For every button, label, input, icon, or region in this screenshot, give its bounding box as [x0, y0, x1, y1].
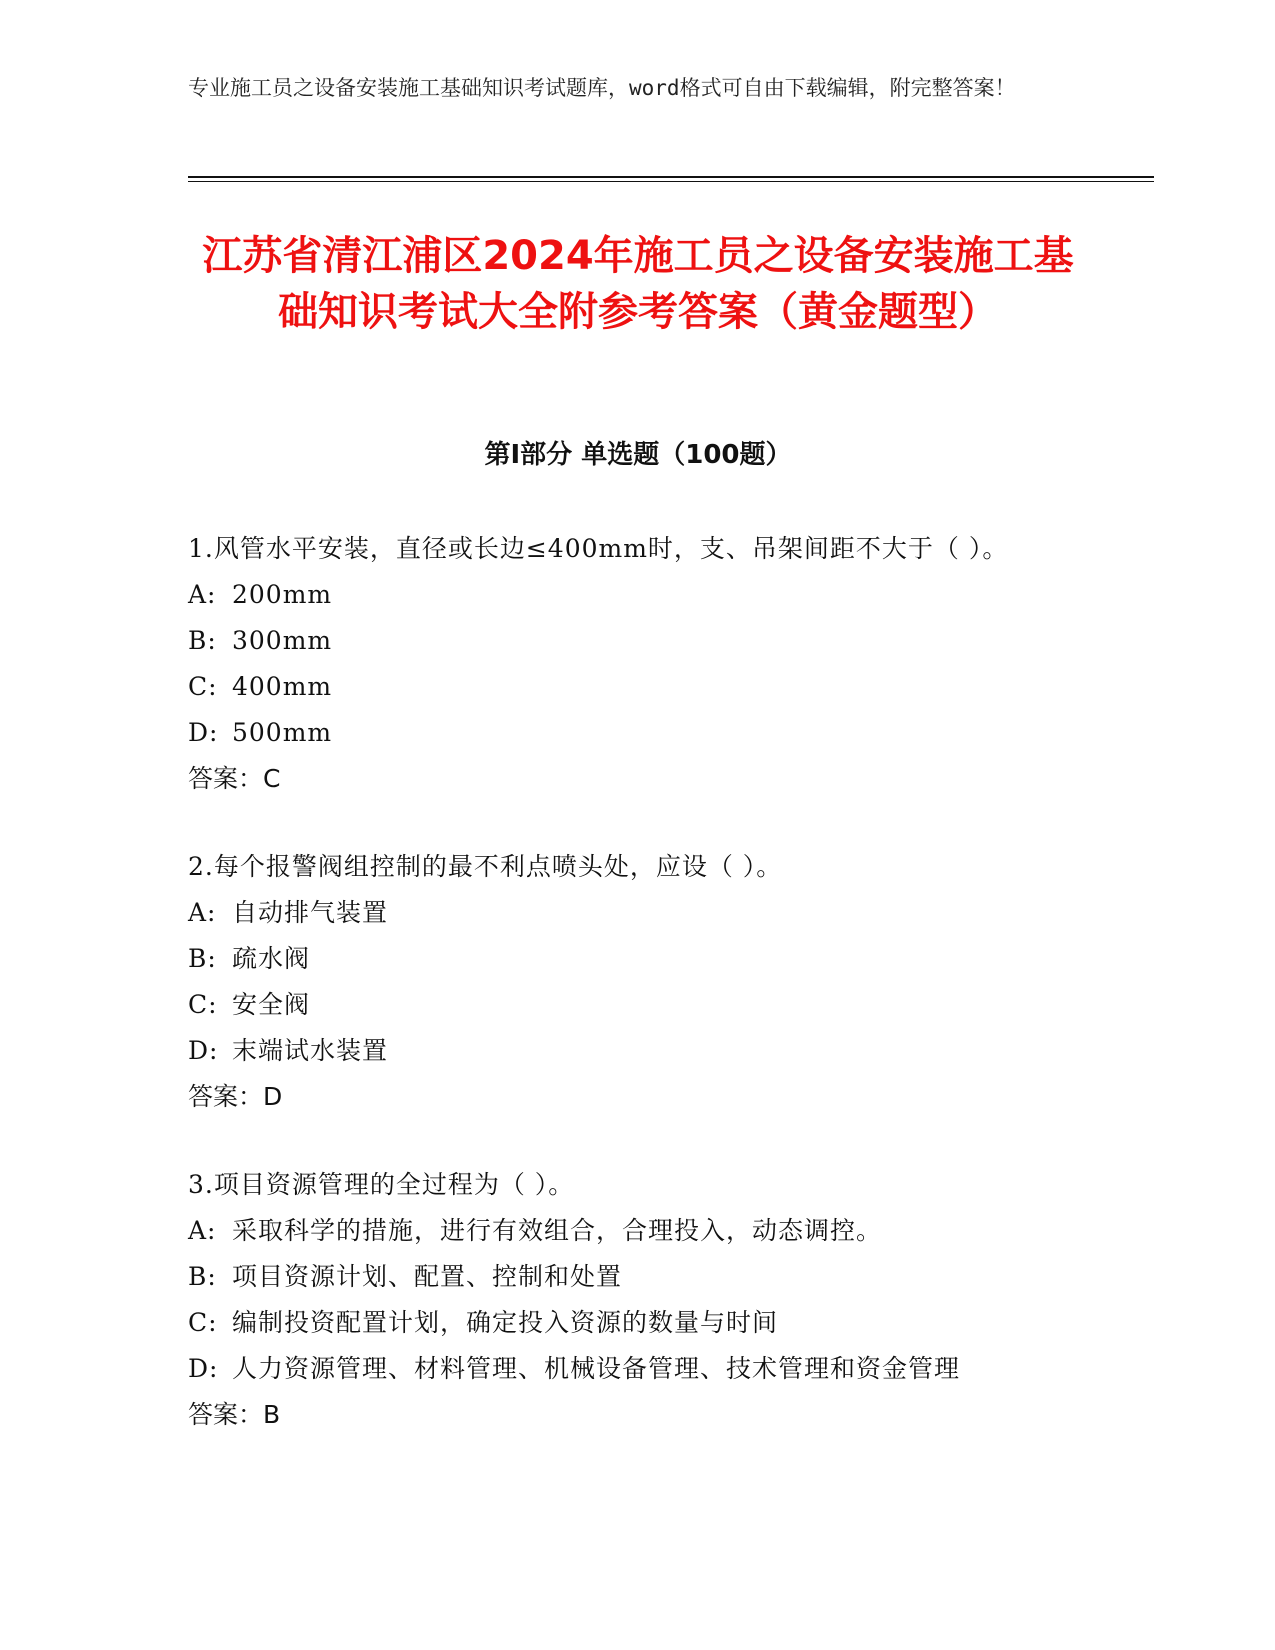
option-text: 末端试水装置: [232, 1036, 389, 1065]
header-divider-bottom: [188, 181, 1154, 182]
option-d: [188, 1028, 1088, 1074]
option-letter: A:: [188, 1216, 217, 1245]
option-text: 200mm: [232, 580, 333, 609]
question-2: [188, 844, 1088, 1120]
option-letter: D:: [188, 1036, 219, 1065]
option-letter: D:: [188, 1354, 219, 1383]
question-stem: 2.每个报警阀组控制的最不利点喷头处，应设（ ）。: [188, 852, 783, 881]
option-a: [188, 890, 1088, 936]
option-text: 编制投资配置计划，确定投入资源的数量与时间: [232, 1308, 779, 1337]
option-b: [188, 618, 1088, 664]
option-text: 自动排气装置: [232, 898, 389, 927]
option-letter: B:: [188, 944, 217, 973]
option-d: [188, 1346, 1088, 1392]
option-text: 安全阀: [232, 990, 311, 1019]
option-text: 采取科学的措施，进行有效组合，合理投入，动态调控。: [232, 1216, 883, 1245]
option-c: [188, 664, 1088, 710]
option-c: [188, 1300, 1088, 1346]
question-stem: 1.风管水平安装，直径或长边≤400mm时，支、吊架间距不大于（ ）。: [188, 534, 1009, 563]
question-stem: 3.项目资源管理的全过程为（ ）。: [188, 1170, 575, 1199]
option-letter: C:: [188, 1308, 218, 1337]
option-text: 400mm: [232, 672, 333, 701]
option-letter: B:: [188, 626, 217, 655]
option-text: 500mm: [232, 718, 333, 747]
header-note: 专业施工员之设备安装施工基础知识考试题库，word格式可自由下载编辑，附完整答案！: [188, 76, 1016, 100]
header-divider-top: [188, 176, 1154, 178]
option-b: [188, 936, 1088, 982]
option-a: [188, 572, 1088, 618]
question-list: [188, 526, 1088, 1480]
option-a: [188, 1208, 1088, 1254]
answer-line: 答案：B: [188, 1400, 281, 1429]
option-letter: D:: [188, 718, 219, 747]
answer-line: 答案：D: [188, 1082, 283, 1111]
option-letter: C:: [188, 990, 218, 1019]
option-letter: B:: [188, 1262, 217, 1291]
option-text: 300mm: [232, 626, 333, 655]
document-title: 江苏省清江浦区2024年施工员之设备安装施工基础知识考试大全附参考答案（黄金题型）: [202, 233, 1074, 335]
option-text: 人力资源管理、材料管理、机械设备管理、技术管理和资金管理: [232, 1354, 961, 1383]
option-letter: A:: [188, 898, 217, 927]
question-1: [188, 526, 1088, 802]
question-3: [188, 1162, 1088, 1438]
answer-line: 答案：C: [188, 764, 281, 793]
option-text: 项目资源计划、配置、控制和处置: [232, 1262, 623, 1291]
option-letter: A:: [188, 580, 217, 609]
option-c: [188, 982, 1088, 1028]
option-b: [188, 1254, 1088, 1300]
option-letter: C:: [188, 672, 218, 701]
section-heading: 第I部分 单选题（100题）: [484, 440, 792, 470]
option-d: [188, 710, 1088, 756]
option-text: 疏水阀: [232, 944, 311, 973]
